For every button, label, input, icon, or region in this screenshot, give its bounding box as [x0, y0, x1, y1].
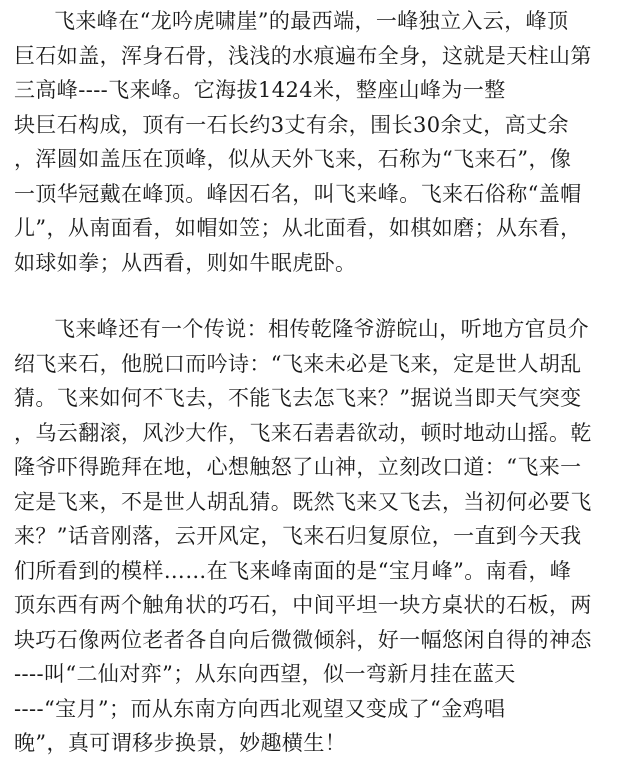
paragraph-2-line-1: 飞来峰还有一个传说：相传乾隆爷游皖山，听地方官员介: [54, 317, 589, 341]
paragraph-2-line-8: 们所看到的模样……在飞来峰南面的是“宝月峰”。南看，峰: [14, 558, 572, 583]
paragraph-2-line-11: ----叫“二仙对弈”；从东向西望，似一弯新月挂在蓝天: [14, 662, 516, 686]
paragraph-2-line-7: 来？”话音刚落，云开风定，飞来石归复原位，一直到今天我: [14, 524, 582, 548]
paragraph-1-line-8: 如球如拳；从西看，则如牛眠虎卧。: [14, 250, 357, 275]
paragraph-2-line-10: 块巧石像两位老者各自向后微微倾斜，好一幅悠闲自得的神态: [14, 627, 592, 652]
paragraph-1-line-5: ，浑圆如盖压在顶峰，似从天外飞来，石称为“飞来石”，像: [14, 147, 572, 171]
paragraph-2-line-3: 猜。飞来如何不飞去，不能飞去怎飞来？”据说当即天气突变: [14, 386, 582, 410]
paragraph-1-line-2: 巨石如盖，浑身石骨，浅浅的水痕遍布全身，这就是天柱山第: [14, 43, 592, 68]
paragraph-1-line-4: 块巨石构成，顶有一石长约3丈有余，围长30余丈，高丈余: [14, 112, 569, 137]
paragraph-2-line-5: 隆爷吓得跪拜在地，心想触怒了山神，立刻改口道：“飞来一: [14, 455, 582, 479]
paragraph-2-line-12: ----“宝月”；而从东南方向西北观望又变成了“金鸡唱: [14, 696, 506, 721]
paragraph-2-line-9: 顶东西有两个触角状的巧石，中间平坦一块方桌状的石板，两: [14, 593, 592, 617]
paragraph-1-line-3: 三高峰----飞来峰。它海拔1424米，整座山峰为一整: [14, 78, 506, 102]
paragraph-2-line-2: 绍飞来石，他脱口而吟诗：“飞来未必是飞来，定是世人胡乱: [14, 351, 582, 376]
paragraph-2-line-6: 定是飞来，不是世人胡乱猜。既然飞来又飞去，当初何必要飞: [14, 489, 592, 514]
paragraph-1-line-6: 一顶华冠戴在峰顶。峰因石名，叫飞来峰。飞来石俗称“盖帽: [14, 181, 582, 206]
paragraph-2-line-13: 晚”，真可谓移步换景，妙趣横生！: [14, 731, 347, 755]
paragraph-1-line-1: 飞来峰在“龙吟虎啸崖”的最西端，一峰独立入云，峰顶: [54, 9, 569, 33]
paragraph-1-line-7: 儿”，从南面看，如帽如笠；从北面看，如棋如磨；从东看，: [14, 216, 582, 240]
paragraph-2-line-4: ，乌云翻滚，风沙大作，飞来石砉砉欲动，顿时地动山摇。乾: [14, 420, 592, 445]
